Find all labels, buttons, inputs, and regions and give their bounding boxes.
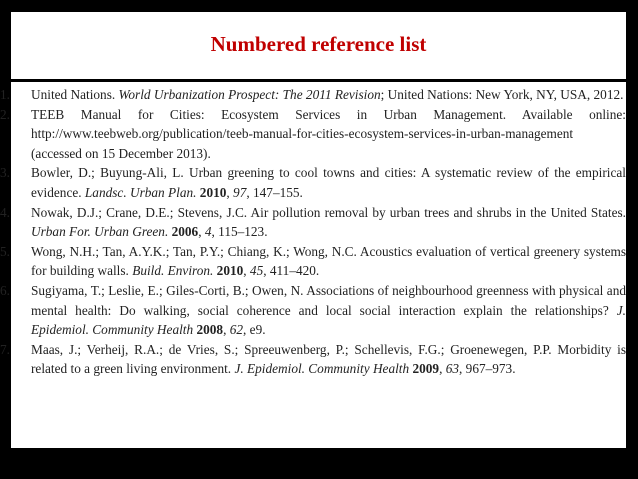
reference-text: , 147–155. (246, 184, 303, 200)
reference-text: 2010 (199, 184, 227, 200)
reference-text: , 115–123. (211, 224, 268, 240)
reference-text: , (223, 322, 230, 338)
reference-text: , e9. (243, 322, 266, 338)
title-divider (11, 79, 626, 82)
reference-text: ; United Nations: New York, NY, USA, 2012. (380, 87, 624, 102)
reference-text: J. Epidemiol. Community Health (31, 302, 626, 338)
reference-text: 62 (229, 322, 244, 338)
reference-text: , 411–420. (263, 263, 320, 279)
reference-text: 63 (445, 361, 460, 377)
reference-text: World Urbanization Prospect: The 2011 Revision (118, 87, 381, 102)
reference-number: 1. (0, 87, 10, 102)
reference-number: 3. (0, 165, 10, 181)
reference-text: , (226, 184, 234, 200)
reference-text: 45 (249, 263, 264, 279)
reference-text: , (243, 263, 250, 279)
reference-item (0, 281, 636, 340)
reference-text: Build. Environ. (132, 263, 214, 279)
reference-text: Bowler, D.; Buyung-Ali, L. Urban greening to cool towns and cities: A systematic review of the empirical evidence. (31, 165, 626, 200)
reference-number: 4. (0, 204, 10, 220)
reference-text: Sugiyama, T.; Leslie, E.; Giles-Corti, B.; Owen, N. Associations of neighbourhood greenness with physical and mental health: Do walking, social coherence and local social interaction explain the relationships? (31, 282, 626, 318)
reference-text: 2010 (216, 263, 244, 279)
reference-text: TEEB Manual for Cities: Ecosystem Services in Urban Management. Available online: http://www.teebweb.org/publication/teeb-manual-for-cities-ecosystem-services-in-urban-management (accessed on 15 December 2013). (31, 106, 626, 161)
reference-text: Maas, J.; Verheij, R.A.; de Vries, S.; Spreeuwenberg, P.; Schellevis, F.G.; Groenewegen, P.P. Morbidity is related to a green living environment. (31, 341, 626, 377)
reference-text: Landsc. Urban Plan. (84, 184, 197, 200)
reference-item (0, 105, 636, 164)
slide-title: Numbered reference list (210, 32, 427, 56)
reference-text: 2006 (171, 224, 199, 240)
reference-number: 2. (0, 106, 10, 122)
reference-item (0, 203, 636, 242)
reference-item (0, 340, 636, 379)
reference-text: United Nations. (31, 87, 119, 102)
reference-number: 5. (0, 243, 10, 259)
reference-number: 7. (0, 341, 10, 357)
reference-text: Urban For. Urban Green. (31, 224, 169, 240)
reference-text: 2009 (412, 361, 440, 377)
reference-list (0, 85, 636, 379)
reference-number: 6. (0, 282, 10, 298)
reference-item (0, 242, 636, 281)
reference-text: 2008 (196, 322, 224, 338)
reference-text: 97 (233, 184, 247, 200)
reference-text: J. Epidemiol. Community Health (234, 361, 410, 377)
reference-item (0, 163, 636, 202)
reference-text: Nowak, D.J.; Crane, D.E.; Stevens, J.C. Air pollution removal by urban trees and shrubs in the United States. (31, 204, 626, 220)
reference-text: , (439, 361, 446, 377)
reference-text: , (198, 224, 205, 240)
reference-item (0, 85, 636, 105)
slide (0, 12, 626, 448)
reference-text: , 967–973. (459, 361, 516, 377)
reference-text: Wong, N.H.; Tan, A.Y.K.; Tan, P.Y.; Chiang, K.; Wong, N.C. Acoustics evaluation of vertical greenery systems for building walls. (31, 243, 626, 279)
reference-text: 4 (204, 224, 212, 240)
